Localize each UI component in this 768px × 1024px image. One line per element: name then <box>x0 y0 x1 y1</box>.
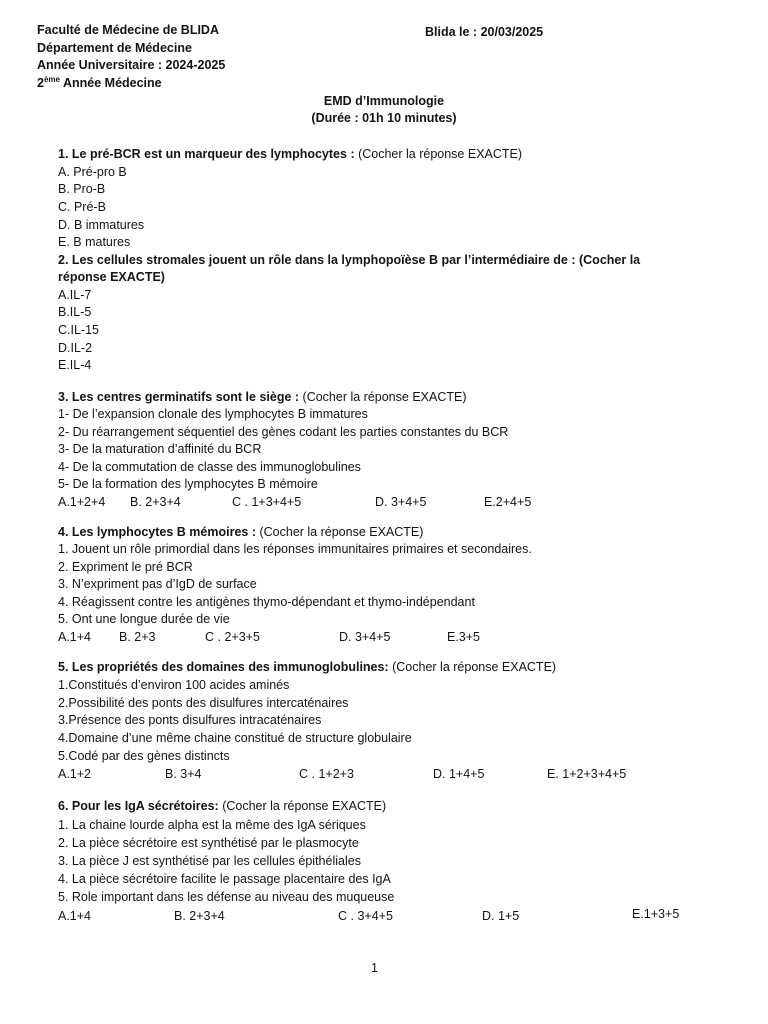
answer-choice: D. 3+4+5 <box>375 495 427 509</box>
answer-choice: C . 3+4+5 <box>338 909 393 923</box>
answer-choice: B. 2+3+4 <box>130 495 181 509</box>
list-item: 1.Constitués d’environ 100 acides aminés <box>58 678 290 692</box>
academic-year: Année Universitaire : 2024-2025 <box>37 58 226 72</box>
list-item: C. Pré-B <box>58 200 106 214</box>
answer-choice: C . 1+2+3 <box>299 767 354 781</box>
answer-choice: B. 2+3 <box>119 630 156 644</box>
list-item: 2- Du réarrangement séquentiel des gènes codant les parties constantes du BCR <box>58 425 509 439</box>
answer-choice: E.1+3+5 <box>632 907 680 921</box>
question-2-title-cont: réponse EXACTE) <box>58 270 165 284</box>
list-item: D. B immatures <box>58 218 145 232</box>
list-item: E.IL-4 <box>58 358 92 372</box>
question-6-title: 6. Pour les IgA sécrétoires: (Cocher la réponse EXACTE) <box>58 799 387 813</box>
list-item: D.IL-2 <box>58 341 93 355</box>
answer-choice: E. 1+2+3+4+5 <box>547 767 627 781</box>
answer-choice: E.2+4+5 <box>484 495 532 509</box>
answer-choice: A.1+2 <box>58 767 92 781</box>
list-item: B.IL-5 <box>58 305 92 319</box>
answer-choice: A.1+4 <box>58 909 92 923</box>
list-item: 5.Codé par des gènes distincts <box>58 749 230 763</box>
list-item: 5. Role important dans les défense au niveau des muqueuse <box>58 890 395 904</box>
answer-choice: D. 1+5 <box>482 909 520 923</box>
answer-choice: A.1+4 <box>58 630 92 644</box>
department-name: Département de Médecine <box>37 41 192 55</box>
answer-choice: A.1+2+4 <box>58 495 106 509</box>
list-item: E. B matures <box>58 235 131 249</box>
list-item: 2. La pièce sécrétoire est synthétisé par le plasmocyte <box>58 836 359 850</box>
list-item: A. Pré-pro B <box>58 165 127 179</box>
list-item: C.IL-15 <box>58 323 99 337</box>
question-5-title: 5. Les propriétés des domaines des immunoglobulines: (Cocher la réponse EXACTE) <box>58 660 557 674</box>
question-2-title: 2. Les cellules stromales jouent un rôle dans la lymphopoïèse B par l’intermédiaire de : (Cocher la <box>58 253 641 267</box>
answer-choice: D. 3+4+5 <box>339 630 391 644</box>
study-level: 2ème Année Médecine <box>37 74 162 90</box>
list-item: B. Pro-B <box>58 182 106 196</box>
list-item: 3- De la maturation d’affinité du BCR <box>58 442 262 456</box>
list-item: 4. La pièce sécrétoire facilite le passage placentaire des IgA <box>58 872 391 886</box>
answer-choice: B. 3+4 <box>165 767 202 781</box>
list-item: A.IL-7 <box>58 288 92 302</box>
list-item: 1- De l’expansion clonale des lymphocytes B immatures <box>58 407 368 421</box>
answer-choice: D. 1+4+5 <box>433 767 485 781</box>
answer-choice: C . 2+3+5 <box>205 630 260 644</box>
exam-title: EMD d’Immunologie <box>323 94 445 108</box>
list-item: 1. La chaine lourde alpha est la même des IgA sériques <box>58 818 366 832</box>
answer-choice: C . 1+3+4+5 <box>232 495 302 509</box>
exam-date: Blida le : 20/03/2025 <box>425 25 544 39</box>
faculty-name: Faculté de Médecine de BLIDA <box>37 23 219 37</box>
page-number: 1 <box>371 961 378 975</box>
answer-choice: B. 2+3+4 <box>174 909 225 923</box>
list-item: 5. Ont une longue durée de vie <box>58 612 230 626</box>
list-item: 2. Expriment le pré BCR <box>58 560 193 574</box>
exam-duration: (Durée : 01h 10 minutes) <box>311 111 457 125</box>
question-1-title: 1. Le pré-BCR est un marqueur des lymphocytes : (Cocher la réponse EXACTE) <box>58 147 523 161</box>
list-item: 3. La pièce J est synthétisé par les cellules épithéliales <box>58 854 361 868</box>
list-item: 3. N’expriment pas d’IgD de surface <box>58 577 257 591</box>
list-item: 4. Réagissent contre les antigènes thymo-dépendant et thymo-indépendant <box>58 595 475 609</box>
question-4-title: 4. Les lymphocytes B mémoires : (Cocher la réponse EXACTE) <box>58 525 424 539</box>
list-item: 3.Présence des ponts disulfures intracaténaires <box>58 713 322 727</box>
question-3-title: 3. Les centres germinatifs sont le siège : (Cocher la réponse EXACTE) <box>58 390 467 404</box>
answer-choice: E.3+5 <box>447 630 481 644</box>
list-item: 4- De la commutation de classe des immunoglobulines <box>58 460 361 474</box>
list-item: 1. Jouent un rôle primordial dans les réponses immunitaires primaires et secondaires. <box>58 542 532 556</box>
list-item: 5- De la formation des lymphocytes B mémoire <box>58 477 318 491</box>
list-item: 4.Domaine d’une même chaine constitué de structure globulaire <box>58 731 412 745</box>
list-item: 2.Possibilité des ponts des disulfures intercaténaires <box>58 696 349 710</box>
